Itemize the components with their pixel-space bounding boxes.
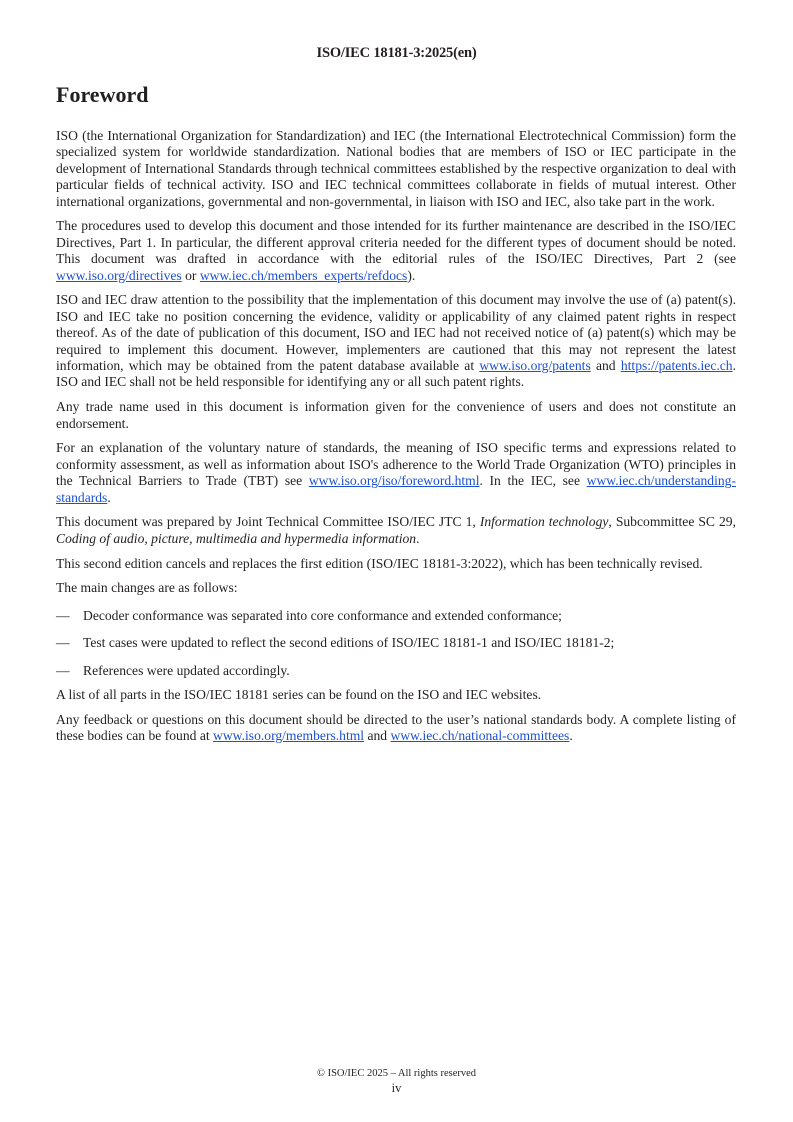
paragraph-edition: This second edition cancels and replaces the first edition (ISO/IEC 18181-3:2022), which has been technically revised. xyxy=(56,555,703,571)
link-iec-understanding-standards[interactable]: www.iec.ch/understanding-standards xyxy=(56,473,736,505)
page-footer xyxy=(0,1066,793,1096)
list-item xyxy=(56,635,736,651)
paragraph-voluntary-nature xyxy=(56,440,736,506)
paragraph-text: or xyxy=(181,267,200,283)
paragraph-text: . xyxy=(416,530,420,546)
paragraph-text: ISO and IEC draw attention to the possibility that the implementation of this document may involve the use of (a) patent(s). ISO and IEC take no position concerning the evidence, validity or applicability of any claimed patent rights in respect thereof. As of the date of publication of this document, ISO and IEC had not received notice of (a) patent(s) which may be required to implement this document. However, implementers are cautioned that this may not represent the latest information, which may be obtained from the patent database available at xyxy=(56,292,736,374)
link-iec-patents[interactable]: https://patents.iec.ch xyxy=(620,358,733,374)
foreword-body xyxy=(56,128,736,753)
list-item xyxy=(56,608,736,624)
paragraph-text: . In the IEC, see xyxy=(479,473,587,489)
link-iec-national-committees[interactable]: www.iec.ch/national-committees xyxy=(390,728,570,744)
page-title: Foreword xyxy=(56,82,149,107)
paragraph-trade-name: Any trade name used in this document is information given for the convenience of users and does not constitute an endorsement. xyxy=(56,399,736,431)
paragraph-text: , Subcommittee SC 29, xyxy=(608,514,736,530)
paragraph-prepared-by xyxy=(56,514,736,547)
dash-bullet: — xyxy=(56,607,70,623)
paragraph-text: . xyxy=(569,728,573,744)
list-item-text: Decoder conformance was separated into core conformance and extended conformance; xyxy=(83,607,562,623)
paragraph-text: . xyxy=(107,489,111,505)
paragraph-text: For an explanation of the voluntary nature of standards, the meaning of ISO specific terms and expressions related to conformity assessment, as well as information about ISO's adherence to the World Trade Organization (WTO) principles in the Technical Barriers to Trade (TBT) see xyxy=(56,440,736,489)
paragraph-patents xyxy=(56,292,736,390)
dash-bullet: — xyxy=(56,662,70,678)
paragraph-feedback xyxy=(56,712,736,745)
paragraph-text: ). xyxy=(407,267,416,283)
paragraph-iso-iec-intro: ISO (the International Organization for Standardization) and IEC (the International Electrotechnical Commission) form the specialized system for worldwide standardization. National bodies that are members of ISO or IEC participate in the development of International Standards through technical committees established by the respective organization to deal with particular fields of technical activity. ISO and IEC technical committees collaborate in fields of mutual interest. Other international organizations, governmental and non-governmental, in liaison with ISO and IEC, also take part in the work. xyxy=(56,128,736,209)
page-number: iv xyxy=(391,1081,402,1095)
paragraph-text: The procedures used to develop this document and those intended for its further maintenance are described in the ISO/IEC Directives, Part 1. In particular, the different approval criteria needed for the different types of document should be noted. This document was drafted in accordance with the editorial rules of the ISO/IEC Directives, Part 2 (see xyxy=(56,218,736,267)
paragraph-text: and xyxy=(590,358,621,374)
document-id-header: ISO/IEC 18181-3:2025(en) xyxy=(316,45,477,61)
link-iso-members[interactable]: www.iso.org/members.html xyxy=(213,728,365,744)
dash-bullet: — xyxy=(56,635,70,651)
link-iso-patents[interactable]: www.iso.org/patents xyxy=(479,358,591,374)
paragraph-text: This document was prepared by Joint Technical Committee ISO/IEC JTC 1, xyxy=(56,514,480,530)
link-iec-refdocs[interactable]: www.iec.ch/members_experts/refdocs xyxy=(199,267,408,283)
paragraph-text: Any feedback or questions on this document should be directed to the user’s national standards body. A complete listing of these bodies can be found at xyxy=(56,711,736,744)
committee-title: Information technology xyxy=(479,514,609,530)
list-item-text: References were updated accordingly. xyxy=(83,662,290,678)
subcommittee-title: Coding of audio, picture, multimedia and hypermedia information xyxy=(56,530,417,546)
paragraph-text: and xyxy=(364,728,391,744)
link-iso-directives[interactable]: www.iso.org/directives xyxy=(56,267,182,283)
link-iso-foreword[interactable]: www.iso.org/iso/foreword.html xyxy=(308,473,480,489)
paragraph-procedures xyxy=(56,218,736,284)
paragraph-changes-intro: The main changes are as follows: xyxy=(56,580,238,596)
paragraph-series-parts: A list of all parts in the ISO/IEC 18181 series can be found on the ISO and IEC websites. xyxy=(56,687,542,703)
copyright-notice: © ISO/IEC 2025 – All rights reserved xyxy=(316,1068,477,1079)
paragraph-text: . ISO and IEC shall not be held responsible for identifying any or all such patent rights. xyxy=(56,358,736,390)
list-item xyxy=(56,663,736,679)
list-item-text: Test cases were updated to reflect the second editions of ISO/IEC 18181-1 and ISO/IEC 18181-2; xyxy=(83,635,615,651)
